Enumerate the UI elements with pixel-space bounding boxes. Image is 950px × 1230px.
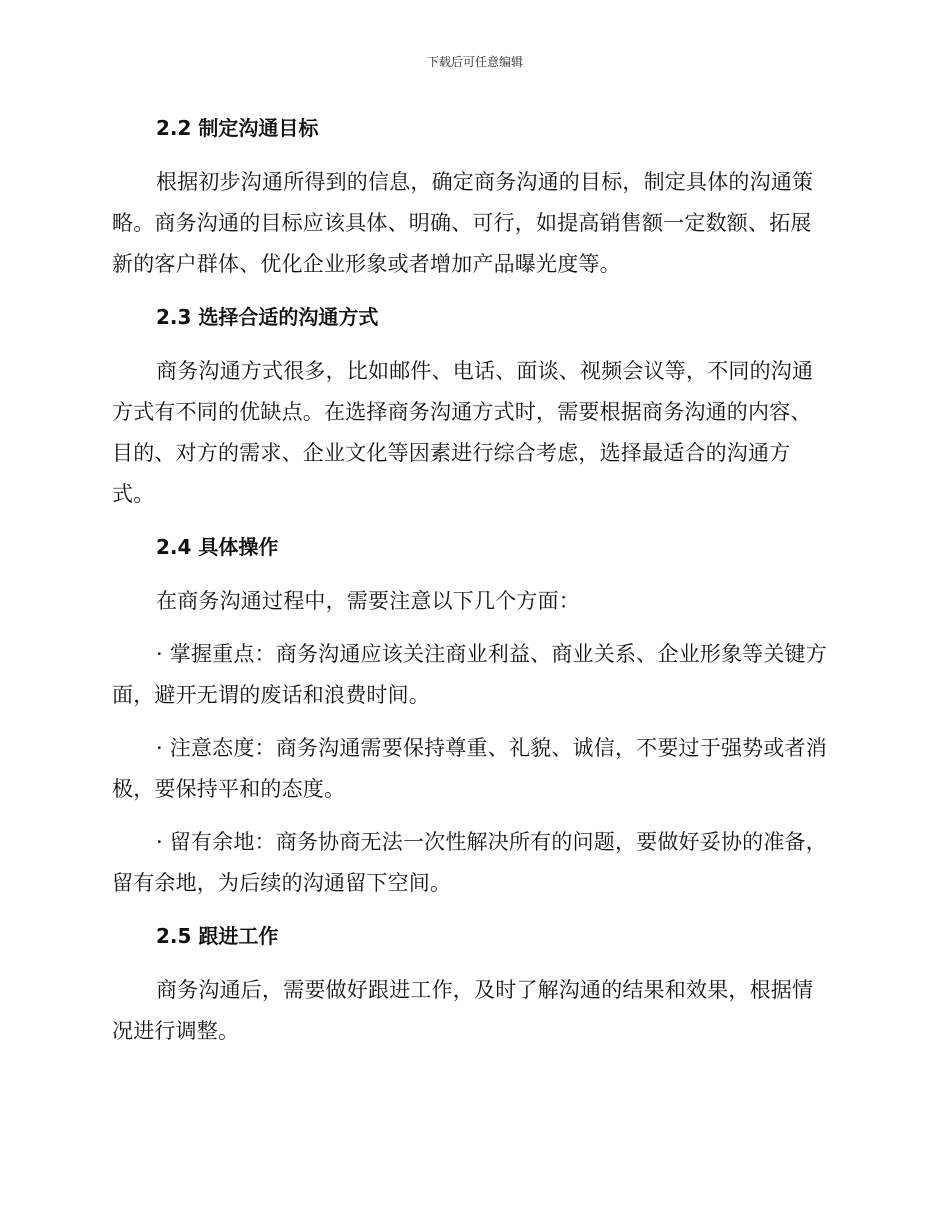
- section-2-4-heading: 2.4 具体操作: [156, 535, 279, 559]
- section-2-4-intro: 在商务沟通过程中，需要注意以下几个方面：: [156, 589, 580, 613]
- section-2-2-heading: 2.2 制定沟通目标: [156, 116, 319, 140]
- bullet-item: · 留有余地：商务协商无法一次性解决所有的问题，要做好妥协的准备，留有余地，为后续的沟通留下空间。: [112, 830, 827, 895]
- section-2-3-paragraph: 商务沟通方式很多，比如邮件、电话、面谈、视频会议等，不同的沟通方式有不同的优缺点。在选择商务沟通方式时，需要根据商务沟通的内容、目的、对方的需求、企业文化等因素进行综合考虑，选择最适合的沟通方式。: [112, 359, 814, 506]
- bullet-item: · 注意态度：商务沟通需要保持尊重、礼貌、诚信，不要过于强势或者消极，要保持平和的态度。: [112, 736, 827, 801]
- section-2-5-heading: 2.5 跟进工作: [156, 924, 279, 948]
- bullet-item: · 掌握重点：商务沟通应该关注商业利益、商业关系、企业形象等关键方面，避开无谓的废话和浪费时间。: [112, 642, 827, 707]
- section-2-3-heading: 2.3 选择合适的沟通方式: [156, 305, 379, 329]
- page-header: 下载后可任意编辑: [426, 55, 523, 69]
- document-body: [112, 108, 830, 1052]
- section-2-2-paragraph: 根据初步沟通所得到的信息，确定商务沟通的目标，制定具体的沟通策略。商务沟通的目标应该具体、明确、可行，如提高销售额一定数额、拓展新的客户群体、优化企业形象或者增加产品曝光度等。: [112, 170, 814, 276]
- section-2-5-paragraph: 商务沟通后，需要做好跟进工作，及时了解沟通的结果和效果，根据情况进行调整。: [112, 978, 814, 1043]
